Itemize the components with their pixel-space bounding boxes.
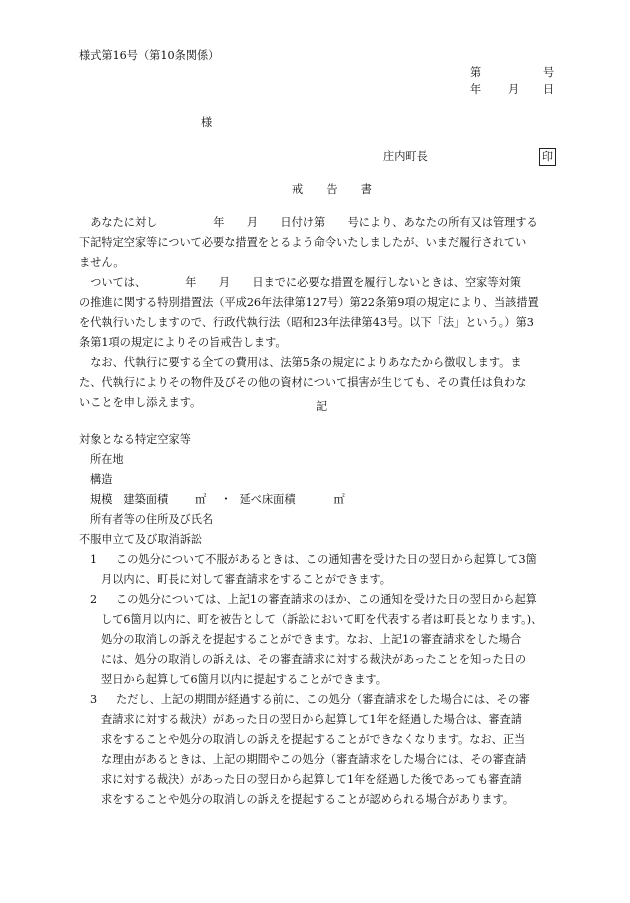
- item-number: 3: [90, 693, 98, 706]
- date-day: 日: [543, 83, 555, 96]
- appeal-heading: 不服申立て及び取消訴訟: [79, 533, 203, 546]
- item-line: して6箇月以内に、町を被告として（訴訟において町を代表する者は町長となります。)、: [101, 613, 543, 626]
- scale-separator: ・: [220, 493, 232, 506]
- body-line: 条第1項の規定によりその旨戒告します。: [79, 336, 287, 349]
- ki-heading: 記: [316, 400, 328, 413]
- body-text: [79, 213, 539, 413]
- item-line: 処分の取消しの訴えを提起することができます。なお、上記1の審査請求をした場合: [101, 633, 522, 646]
- seal-text: 印: [539, 148, 556, 166]
- form-label: 様式第16号（第10条関係）: [79, 49, 220, 62]
- body-line: の推進に関する特別措置法（平成26年法律第127号）第22条第9項の規定により、当該措置: [79, 296, 539, 309]
- date-year: 年: [470, 83, 482, 96]
- body-line: なお、代執行に要する全ての費用は、法第5条の規定によりあなたから徴収します。ま: [79, 356, 522, 369]
- item-line: この処分については、上記1の審査請求のほか、この通知を受けた日の翌日から起算: [116, 593, 537, 606]
- body-line: 下記特定空家等について必要な措置をとるよう命令いたしましたが、いまだ履行されてい: [79, 236, 527, 249]
- item-line: な理由があるときは、上記の期間やこの処分（審査請求をした場合には、その審査請: [101, 753, 527, 766]
- body-line: た、代執行によりその物件及びその他の資材について損害が生じても、その責任は負わな: [79, 376, 527, 389]
- item-line: 求に対する裁決）があった日の翌日から起算して1年を経過した後であっても審査請: [101, 773, 522, 786]
- document-title: 戒 告 書: [292, 183, 378, 196]
- body-line: ません。: [79, 256, 125, 269]
- number-suffix: 号: [543, 66, 555, 79]
- seal-mark: [539, 148, 556, 166]
- building-area-unit: ㎡: [195, 493, 207, 506]
- appeal-item-first-line: [79, 690, 542, 710]
- number-prefix: 第: [470, 66, 482, 79]
- item-number: 2: [90, 593, 98, 606]
- target-section: [79, 430, 345, 530]
- appeal-item-first-line: [79, 550, 542, 570]
- issuer-name: 庄内町長: [383, 150, 428, 163]
- target-structure: 構造: [90, 473, 113, 486]
- item-line: 求をすることや処分の取消しの訴えを提起することができなくなります。なお、正当: [101, 733, 526, 746]
- appeal-item-3: [79, 690, 542, 810]
- target-scale: [79, 490, 345, 510]
- appeal-item-first-line: [79, 590, 542, 610]
- item-line: ただし、上記の期間が経過する前に、この処分（審査請求をした場合には、その審: [116, 693, 530, 706]
- target-location: 所在地: [90, 453, 124, 466]
- body-line: ついては、 年 月 日までに必要な措置を履行しないときは、空家等対策: [79, 276, 521, 289]
- appeal-section: [79, 530, 542, 810]
- date-month: 月: [508, 83, 520, 96]
- body-line: あなたに対し 年 月 日付け第 号により、あなたの所有又は管理する: [79, 216, 538, 229]
- item-line: この処分について不服があるときは、この通知書を受けた日の翌日から起算して3箇: [116, 553, 537, 566]
- scale-label: 規模: [90, 493, 113, 506]
- appeal-item-1: [79, 550, 542, 590]
- item-line: 翌日から起算して6箇月以内に提起することができます。: [101, 673, 387, 686]
- target-owner: 所有者等の住所及び氏名: [90, 513, 214, 526]
- floor-area-label: 延べ床面積: [239, 493, 296, 506]
- item-line: 査請求に対する裁決）があった日の翌日から起算して1年を経過した場合は、審査請: [101, 713, 522, 726]
- body-line: いことを申し添えます。: [79, 396, 202, 409]
- item-line: には、処分の取消しの訴えは、その審査請求に対する裁決があったことを知った日の: [101, 653, 527, 666]
- floor-area-unit: ㎡: [333, 493, 345, 506]
- body-line: を代執行いたしますので、行政代執行法（昭和23年法律第43号。以下「法」という。）第3: [79, 316, 534, 329]
- appeal-item-2: [79, 590, 542, 690]
- target-heading: 対象となる特定空家等: [79, 433, 191, 446]
- addressee-honorific: 様: [201, 116, 213, 129]
- item-number: 1: [90, 553, 98, 566]
- item-line: 求をすることや処分の取消しの訴えを提起することが認められる場合があります。: [101, 793, 515, 806]
- item-line: 月以内に、町長に対して審査請求をすることができます。: [101, 573, 391, 586]
- building-area-label: 建築面積: [123, 493, 169, 506]
